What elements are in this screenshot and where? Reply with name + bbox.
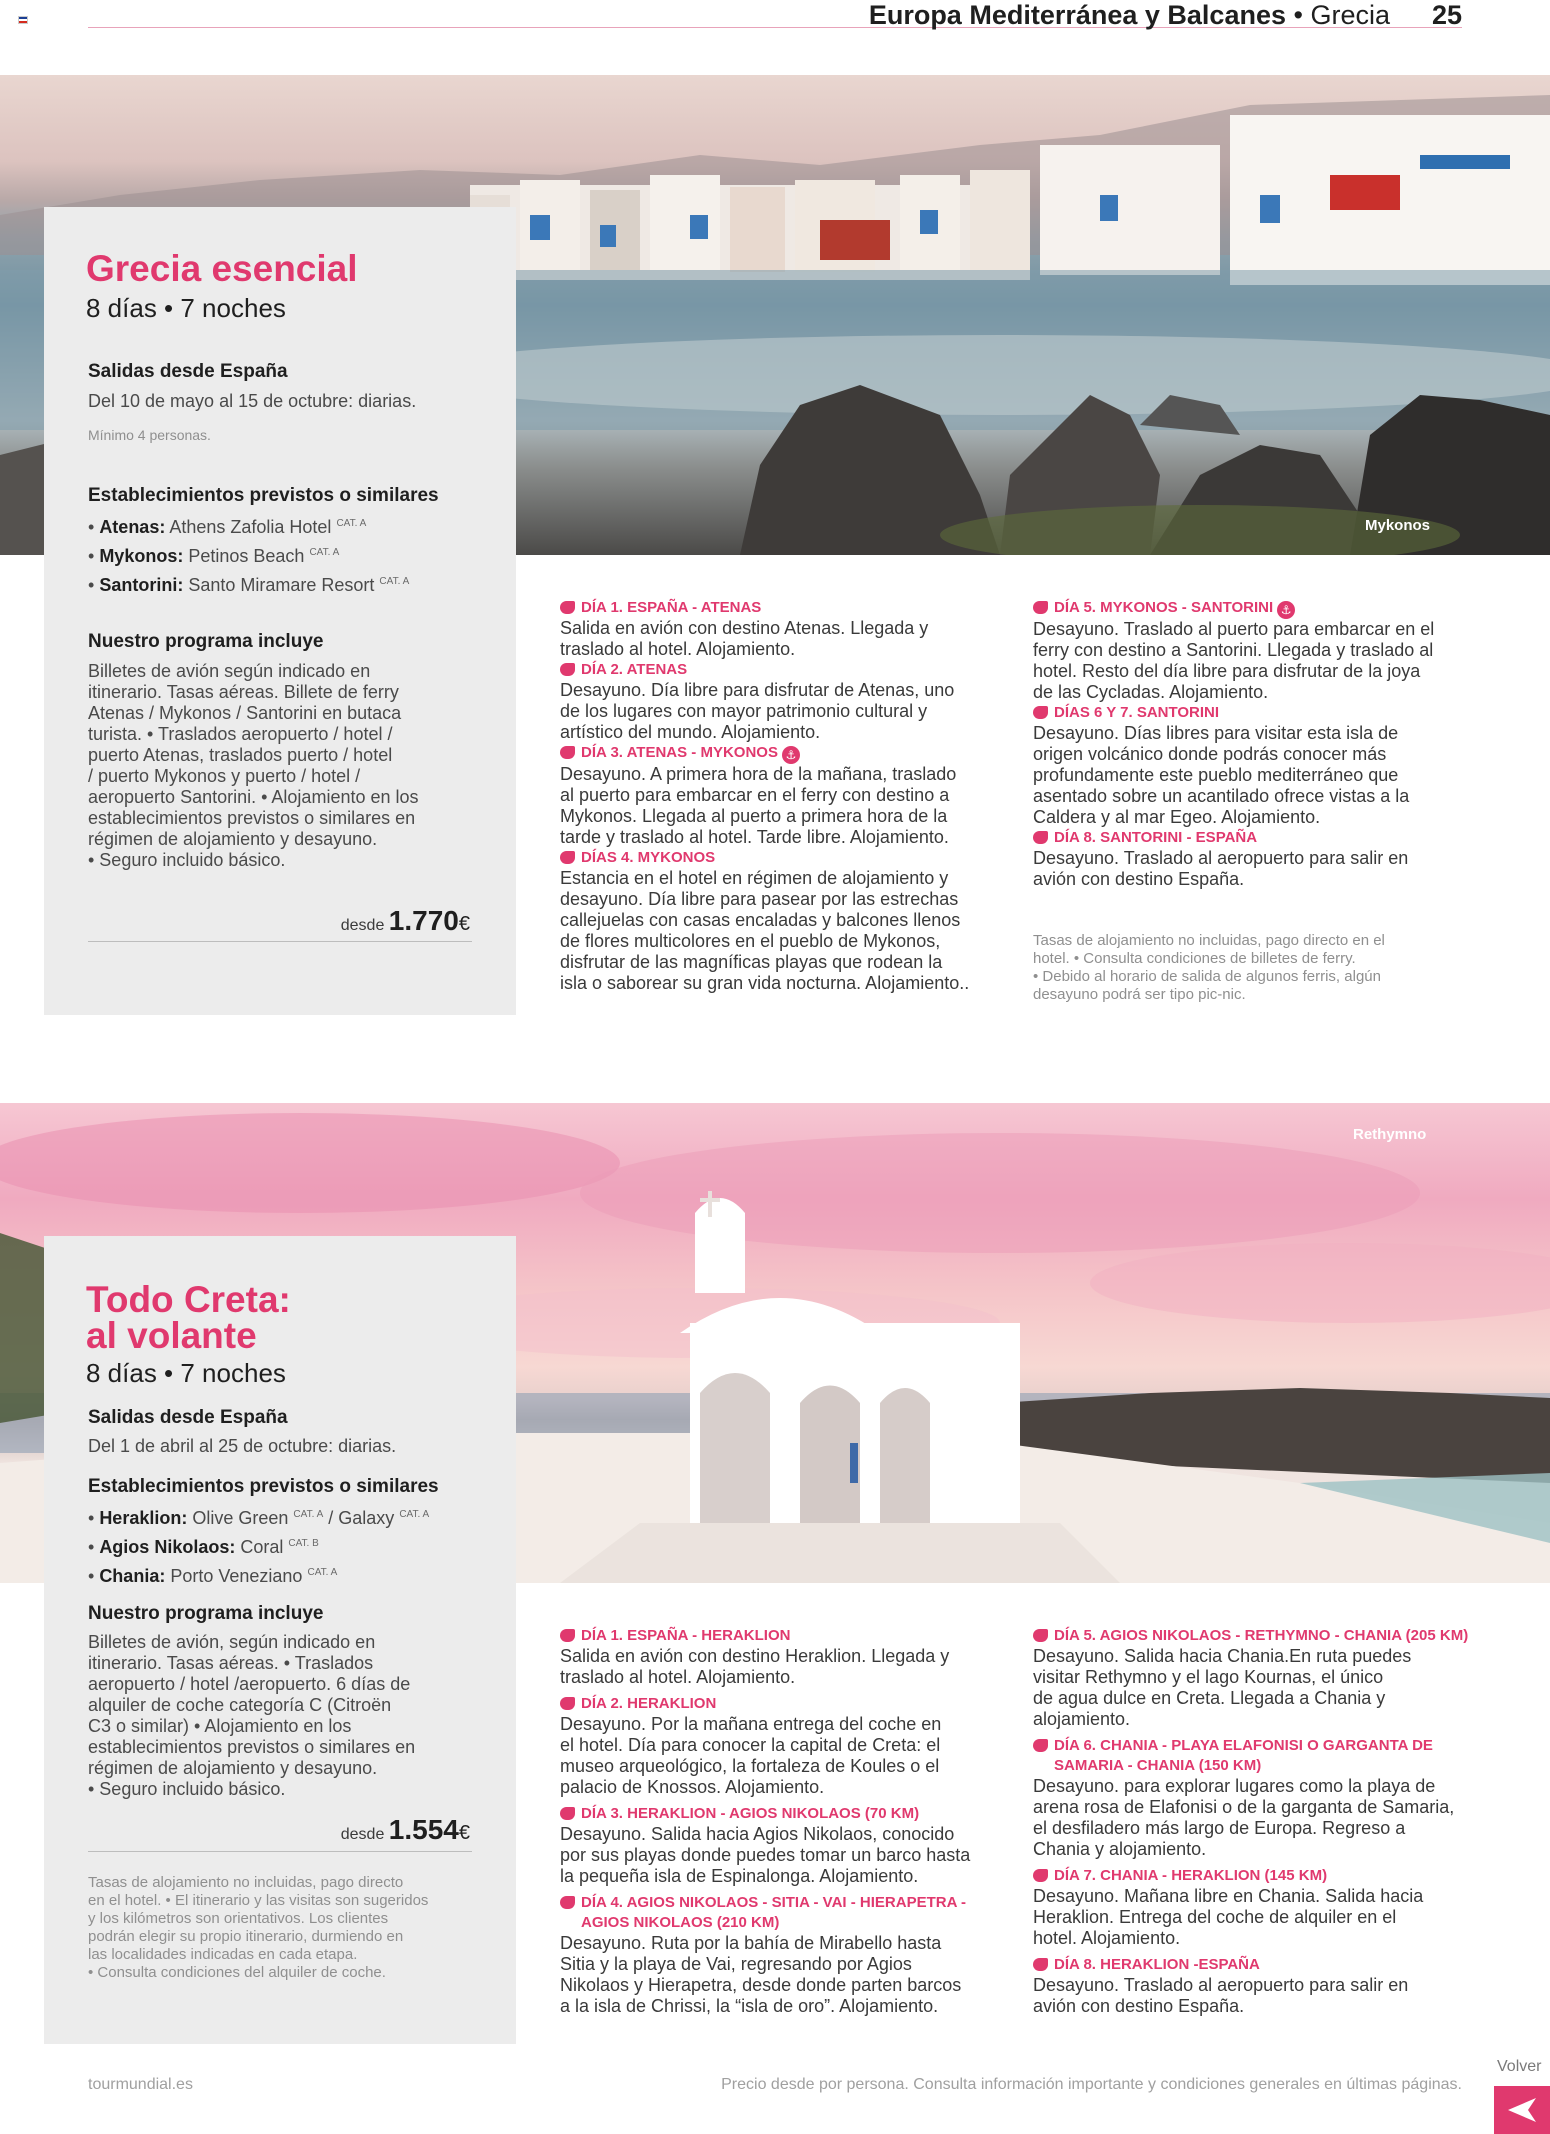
day-line: a la isla de Chrissi, la “isla de oro”. Alojamiento.	[560, 1996, 939, 2016]
day-bullet-icon	[560, 1896, 575, 1909]
day-heading	[1033, 598, 1473, 619]
program-line: puerto Atenas, traslados puerto / hotel	[88, 745, 393, 765]
hotel-category: CAT. B	[288, 1538, 319, 1549]
day-line: Desayuno. Traslado al aeropuerto para salir en	[1033, 848, 1409, 868]
day-title: DÍA 6. CHANIA - PLAYA ELAFONISI O GARGANTA DE SAMARIA - CHANIA (150 KM)	[1054, 1737, 1433, 1774]
day-line: tarde y traslado al hotel. Tarde libre. Alojamiento.	[560, 827, 949, 847]
day-line: al puerto para embarcar en el ferry con destino a	[560, 785, 950, 805]
day-line: isla o saborear su gran vida nocturna. Alojamiento..	[560, 973, 970, 993]
hotel-name: Santo Miramare Resort	[188, 575, 375, 595]
day-bullet-icon	[1033, 1739, 1048, 1752]
spain-flag-icon	[18, 16, 28, 24]
day-bullet-icon	[1033, 1629, 1048, 1642]
hotel-city: Agios Nikolaos:	[99, 1537, 236, 1557]
trip-title-line-2: al volante	[86, 1315, 257, 1356]
day-line: desayuno. Día libre para pasear por las estrechas	[560, 889, 959, 909]
program-line: itinerario. Tasas aéreas. • Traslados	[88, 1653, 374, 1673]
program-line: • Seguro incluido básico.	[88, 850, 286, 870]
day-bullet-icon	[1033, 1869, 1048, 1882]
day-title: DÍA 5. MYKONOS - SANTORINI	[1054, 599, 1274, 616]
day-heading	[1033, 1626, 1473, 1646]
departures-text: Del 1 de abril al 25 de octubre: diarias.	[88, 1436, 397, 1456]
day-line: alojamiento.	[1033, 1709, 1131, 1729]
program-heading: Nuestro programa incluye	[88, 631, 324, 652]
hotel-category: CAT. A	[309, 547, 340, 558]
day-bullet-icon	[560, 1807, 575, 1820]
day-line: avión con destino España.	[1033, 869, 1245, 889]
program-line: Atenas / Mykonos / Santorini en butaca	[88, 703, 402, 723]
hotel-item: • Heraklion: Olive Green $^{CAT. A}$ / Galaxy $^{CAT. A}$	[88, 1508, 430, 1528]
program-line: Billetes de avión, según indicado en	[88, 1632, 376, 1652]
day-line: Desayuno. Día libre para disfrutar de Atenas, uno	[560, 680, 955, 700]
itinerary-column-4	[1033, 1626, 1473, 2017]
day-line: palacio de Knossos. Alojamiento.	[560, 1777, 825, 1797]
day-bullet-icon	[1033, 706, 1048, 719]
anchor-icon: ⚓	[782, 746, 800, 764]
minimum-people: Mínimo 4 personas.	[88, 427, 211, 443]
day-bullet-icon	[560, 601, 575, 614]
day-line: Desayuno. Ruta por la bahía de Mirabello hasta	[560, 1933, 942, 1953]
page-number: 25	[1431, 0, 1462, 30]
day-heading	[560, 1694, 1000, 1714]
day-line: Mykonos. Llegada al puerto a primera hora de la	[560, 806, 948, 826]
header-country: Grecia	[1310, 0, 1390, 30]
notes-line: y los kilómetros son orientativos. Los clientes	[88, 1910, 389, 1927]
hotel-item: • Chania: Porto Veneziano $^{CAT. A}$	[88, 1566, 338, 1586]
day-line: museo arqueológico, la fortaleza de Koules o el	[560, 1756, 940, 1776]
day-title: DÍA 5. AGIOS NIKOLAOS - RETHYMNO - CHANIA (205 KM)	[1054, 1627, 1469, 1644]
day-title: DÍA 7. CHANIA - HERAKLION (145 KM)	[1054, 1867, 1328, 1884]
day-bullet-icon	[560, 1697, 575, 1710]
hotel-name: Coral	[240, 1537, 284, 1557]
notes-line: • Debido al horario de salida de algunos ferris, algún	[1033, 968, 1381, 985]
trip-card-grecia-esencial	[44, 207, 516, 1015]
day-line: Heraklion. Entrega del coche de alquiler en el	[1033, 1907, 1397, 1927]
day-line: visitar Rethymno y el lago Kournas, el único	[1033, 1667, 1384, 1687]
day-line: arena rosa de Elafonisi o de la garganta de Samaria,	[1033, 1797, 1455, 1817]
day-title: DÍA 3. ATENAS - MYKONOS	[581, 744, 778, 761]
day-heading	[560, 1893, 1000, 1933]
day-line: traslado al hotel. Alojamiento.	[560, 639, 796, 659]
program-line: régimen de alojamiento y desayuno.	[88, 1758, 378, 1778]
day-line: avión con destino España.	[1033, 1996, 1245, 2016]
hotel-category: CAT. A	[293, 1509, 324, 1520]
day-line: Desayuno. Por la mañana entrega del coche en	[560, 1714, 942, 1734]
hotel-city: Atenas:	[99, 517, 166, 537]
day-line: Nikolaos y Hierapetra, desde donde parten barcos	[560, 1975, 962, 1995]
departures-heading: Salidas desde España	[88, 361, 288, 382]
day-line: Desayuno. para explorar lugares como la playa de	[1033, 1776, 1436, 1796]
day-title: DÍA 1. ESPAÑA - ATENAS	[581, 599, 762, 616]
day-line: el desfiladero más largo de Europa. Regreso a	[1033, 1818, 1406, 1838]
program-line: establecimientos previstos o similares en	[88, 1737, 416, 1757]
price-label: desde	[340, 917, 385, 934]
header-separator: •	[1293, 0, 1303, 30]
notes-line: podrán elegir su propio itinerario, durmiendo en	[88, 1928, 404, 1945]
program-line: turista. • Traslados aeropuerto / hotel /	[88, 724, 393, 744]
price-label: desde	[340, 1826, 385, 1843]
day-heading	[560, 1626, 1000, 1646]
departures-text: Del 10 de mayo al 15 de octubre: diarias.	[88, 391, 417, 411]
trip-card-todo-creta	[44, 1236, 516, 2044]
day-heading	[1033, 1866, 1473, 1886]
day-line: callejuelas con casas encaladas y balcones llenos	[560, 910, 961, 930]
photo-caption-mykonos: Mykonos	[1365, 517, 1431, 534]
trip-duration: 8 días • 7 noches	[86, 293, 286, 323]
day-heading	[1033, 703, 1473, 723]
day-title: DÍA 3. HERAKLION - AGIOS NIKOLAOS (70 KM)	[581, 1805, 920, 1822]
notes-line: Tasas de alojamiento no incluidas, pago directo	[88, 1874, 404, 1891]
page-header-title	[869, 0, 1390, 31]
day-bullet-icon	[1033, 831, 1048, 844]
day-line: Caldera y al mar Egeo. Alojamiento.	[1033, 807, 1321, 827]
day-line: origen volcánico donde podrás conocer más	[1033, 744, 1387, 764]
anchor-icon: ⚓	[1277, 601, 1295, 619]
hotel-name: Olive Green	[192, 1508, 289, 1528]
hotels-heading: Establecimientos previstos o similares	[88, 485, 439, 506]
program-line: itinerario. Tasas aéreas. Billete de ferry	[88, 682, 399, 702]
program-line: aeropuerto Santorini. • Alojamiento en los	[88, 787, 419, 807]
day-line: Desayuno. Traslado al puerto para embarcar en el	[1033, 619, 1435, 639]
program-line: aeropuerto / hotel /aeropuerto. 6 días de	[88, 1674, 411, 1694]
day-heading	[560, 743, 1000, 764]
day-line: Estancia en el hotel en régimen de alojamiento y	[560, 868, 949, 888]
day-title: DÍAS 4. MYKONOS	[581, 849, 716, 866]
hotel-city: Heraklion:	[99, 1508, 188, 1528]
itinerary-column-2	[1033, 598, 1473, 1004]
notes	[88, 1874, 498, 1982]
trip-duration: 8 días • 7 noches	[86, 1358, 286, 1388]
program-line: establecimientos previstos o similares en	[88, 808, 416, 828]
hotel-item: • Santorini: Santo Miramare Resort $^{CAT. A}$	[88, 575, 410, 595]
day-line: Desayuno. Días libres para visitar esta isla de	[1033, 723, 1399, 743]
day-line: Sitia y la playa de Vai, regresando por Agios	[560, 1954, 912, 1974]
day-line: ferry con destino a Santorini. Llegada y traslado al	[1033, 640, 1434, 660]
day-line: Desayuno. Traslado al aeropuerto para salir en	[1033, 1975, 1409, 1995]
day-line: Salida en avión con destino Heraklion. Llegada y	[560, 1646, 950, 1666]
hotel-name: Petinos Beach	[188, 546, 305, 566]
hotel-name: Athens Zafolia Hotel	[169, 517, 332, 537]
trip-title: Grecia esencial	[86, 248, 358, 289]
day-title: DÍA 8. SANTORINI - ESPAÑA	[1054, 829, 1258, 846]
day-title: DÍA 4. AGIOS NIKOLAOS - SITIA - VAI - HIERAPETRA - AGIOS NIKOLAOS (210 KM)	[581, 1894, 967, 1931]
hotel-item: • Agios Nikolaos: Coral $^{CAT. B}$	[88, 1537, 319, 1557]
notes-line: las localidades indicadas en cada etapa.	[88, 1946, 358, 1963]
program-text	[88, 1632, 488, 1800]
back-button[interactable]	[1494, 2086, 1550, 2134]
price-divider	[88, 941, 472, 942]
back-label[interactable]: Volver	[1497, 2058, 1542, 2075]
price-currency: €	[458, 1822, 470, 1844]
notes-line: desayuno podrá ser tipo pic-nic.	[1033, 986, 1246, 1003]
hotel-category: CAT. A	[399, 1509, 430, 1520]
day-heading	[1033, 1955, 1473, 1975]
hotel-city: Chania:	[99, 1566, 166, 1586]
hotel-name: Porto Veneziano	[170, 1566, 303, 1586]
day-line: profundamente este pueblo mediterráneo que	[1033, 765, 1399, 785]
price	[341, 905, 470, 937]
day-title: DÍA 1. ESPAÑA - HERAKLION	[581, 1627, 791, 1644]
day-line: de los lugares con mayor patrimonio cultural y	[560, 701, 928, 721]
day-line: de flores multicolores en el pueblo de Mykonos,	[560, 931, 941, 951]
hotel-category: CAT. A	[307, 1567, 338, 1578]
day-heading	[560, 598, 1000, 618]
day-bullet-icon	[560, 1629, 575, 1642]
day-line: por sus playas donde puedes tomar un barco hasta	[560, 1845, 971, 1865]
day-bullet-icon	[560, 663, 575, 676]
day-title: DÍA 8. HERAKLION -ESPAÑA	[1054, 1956, 1260, 1973]
day-title: DÍA 2. ATENAS	[581, 661, 688, 678]
price-value: 1.554	[388, 1814, 459, 1845]
hotel-city: Santorini:	[99, 575, 184, 595]
notes-line: hotel. • Consulta condiciones de billetes de ferry.	[1033, 950, 1356, 967]
day-line: Desayuno. Salida hacia Chania.En ruta puedes	[1033, 1646, 1412, 1666]
day-title: DÍA 2. HERAKLION	[581, 1695, 717, 1712]
hotel-category: CAT. A	[379, 576, 410, 587]
day-heading	[1033, 1736, 1473, 1776]
price-divider	[88, 1851, 472, 1852]
back-arrow-icon	[1494, 2086, 1550, 2134]
day-line: asentado sobre un acantilado ofrece vistas a la	[1033, 786, 1410, 806]
day-heading	[1033, 828, 1473, 848]
website-link[interactable]: tourmundial.es	[88, 2076, 193, 2093]
notes-line: • Consulta condiciones del alquiler de coche.	[88, 1964, 386, 1981]
day-bullet-icon	[560, 851, 575, 864]
program-line: Billetes de avión según indicado en	[88, 661, 371, 681]
day-line: Chania y alojamiento.	[1033, 1839, 1207, 1859]
program-line: C3 o similar) • Alojamiento en los	[88, 1716, 352, 1736]
hotel-name-alt: / Galaxy	[328, 1508, 395, 1528]
program-heading: Nuestro programa incluye	[88, 1603, 324, 1624]
day-line: artístico del mundo. Alojamiento.	[560, 722, 821, 742]
photo-caption-rethymno: Rethymno	[1353, 1126, 1427, 1143]
trip-title-line-1: Todo Creta:	[86, 1279, 291, 1320]
day-line: la pequeña isla de Espinalonga. Alojamiento.	[560, 1866, 919, 1886]
header-region: Europa Mediterránea y Balcanes	[868, 0, 1286, 30]
day-bullet-icon	[1033, 601, 1048, 614]
itinerary-column-3	[560, 1626, 1000, 2017]
day-line: hotel. Resto del día libre para disfrutar de la joya	[1033, 661, 1421, 681]
day-heading	[560, 660, 1000, 680]
itinerary-column-1	[560, 598, 1000, 994]
day-heading	[560, 848, 1000, 868]
price	[341, 1814, 470, 1846]
hotel-city: Mykonos:	[99, 546, 184, 566]
footer-disclaimer: Precio desde por persona. Consulta información importante y condiciones generales en últimas páginas.	[721, 2076, 1462, 2093]
price-currency: €	[458, 913, 470, 935]
day-line: de las Cycladas. Alojamiento.	[1033, 682, 1269, 702]
hotels-heading: Establecimientos previstos o similares	[88, 1476, 439, 1497]
notes-line: en el hotel. • El itinerario y las visitas son sugeridos	[88, 1892, 429, 1909]
notes-line: Tasas de alojamiento no incluidas, pago directo en el	[1033, 932, 1385, 949]
program-text	[88, 661, 488, 871]
hotel-category: CAT. A	[336, 518, 367, 529]
day-bullet-icon	[1033, 1958, 1048, 1971]
program-line: régimen de alojamiento y desayuno.	[88, 829, 378, 849]
hotel-item: • Atenas: Athens Zafolia Hotel $^{CAT. A}$	[88, 517, 367, 537]
day-line: hotel. Alojamiento.	[1033, 1928, 1181, 1948]
hotel-item: • Mykonos: Petinos Beach $^{CAT. A}$	[88, 546, 340, 566]
day-line: disfrutar de las magníficas playas que rodean la	[560, 952, 943, 972]
program-line: • Seguro incluido básico.	[88, 1779, 286, 1799]
day-title: DÍAS 6 Y 7. SANTORINI	[1054, 704, 1220, 721]
day-heading	[560, 1804, 1000, 1824]
departures-heading: Salidas desde España	[88, 1407, 288, 1428]
program-line: / puerto Mykonos y puerto / hotel /	[88, 766, 361, 786]
day-line: Desayuno. Mañana libre en Chania. Salida hacia	[1033, 1886, 1424, 1906]
price-value: 1.770	[388, 905, 459, 936]
program-line: alquiler de coche categoría C (Citroën	[88, 1695, 392, 1715]
day-line: Desayuno. Salida hacia Agios Nikolaos, conocido	[560, 1824, 955, 1844]
day-line: Desayuno. A primera hora de la mañana, traslado	[560, 764, 957, 784]
day-bullet-icon	[560, 746, 575, 759]
day-line: Salida en avión con destino Atenas. Llegada y	[560, 618, 929, 638]
day-line: de agua dulce en Creta. Llegada a Chania y	[1033, 1688, 1386, 1708]
day-line: el hotel. Día para conocer la capital de Creta: el	[560, 1735, 941, 1755]
day-line: traslado al hotel. Alojamiento.	[560, 1667, 796, 1687]
